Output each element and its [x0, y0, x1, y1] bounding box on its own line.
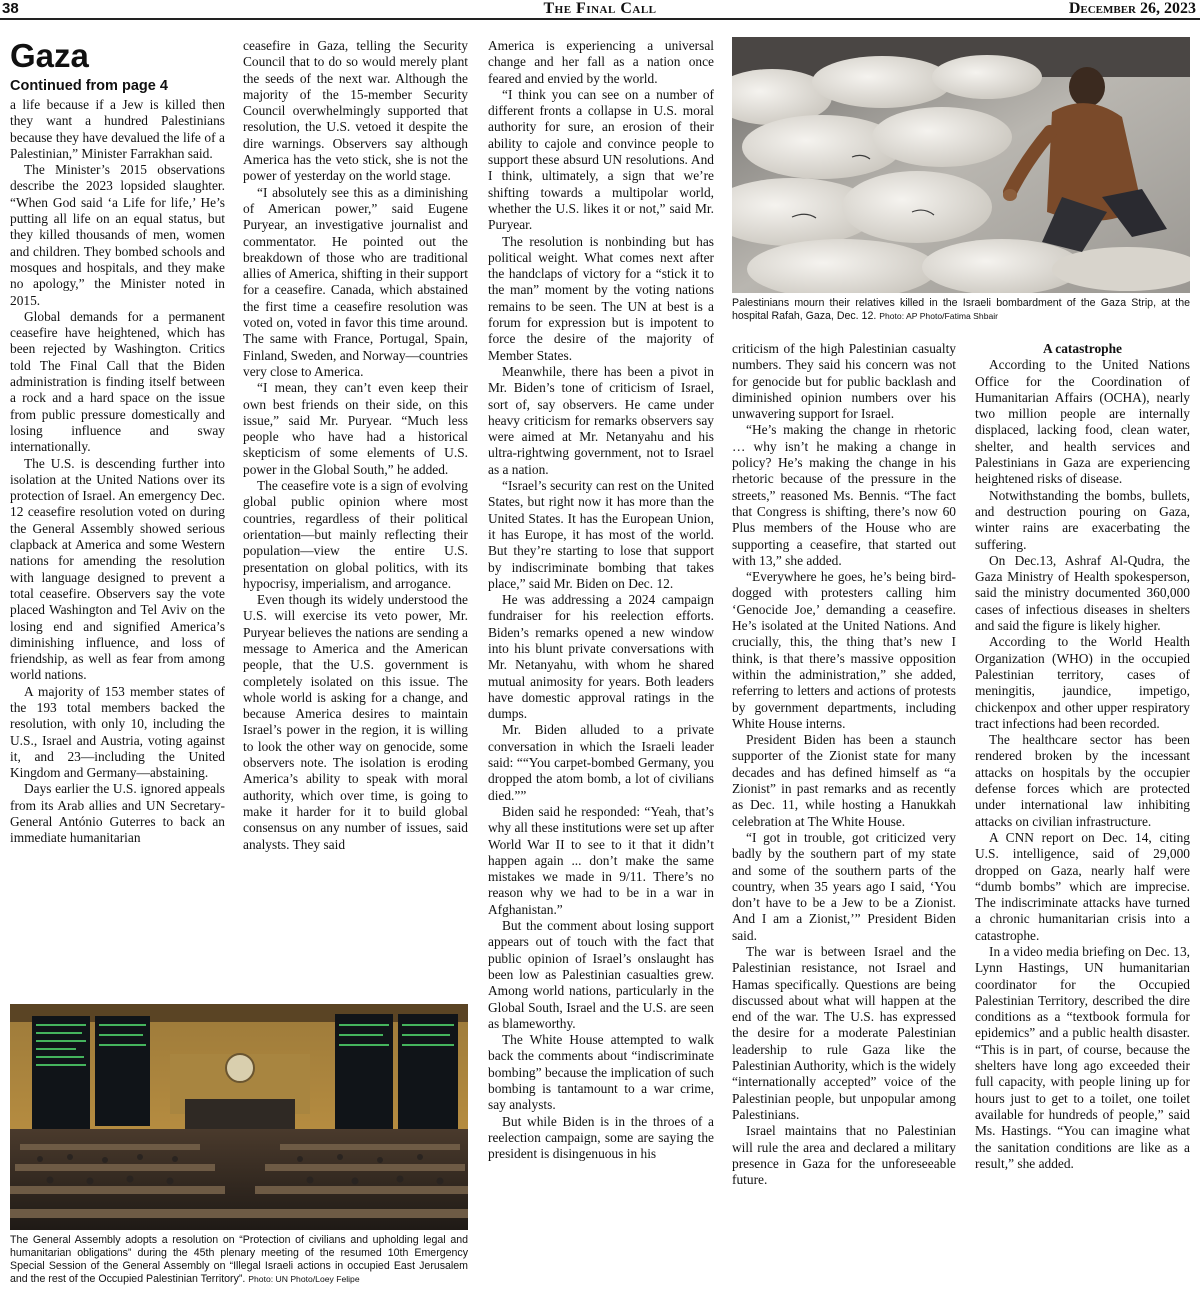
- page-number: 38: [2, 0, 19, 17]
- paragraph: The Minister’s 2015 observations describe the 2023 lopsided slaughter. “When God said ‘a Life for life,’ He’s putting all life on an equal status, but they killed thousands of men, women and children. They bombed schools and mosques and hospitals, and they make no apology,” the Minister noted in 2015.: [10, 162, 225, 308]
- column-4-body: [732, 341, 956, 1188]
- article-column-5: [975, 341, 1190, 1298]
- article-column-2: [243, 38, 468, 988]
- paragraph: “I mean, they can’t even keep their own best friends on their side, on this issue,” said Mr. Puryear. “Much less people who have had a historical skepticism of some elements of U.S. power in the Global South,” he added.: [243, 380, 468, 477]
- paragraph: President Biden has been a staunch supporter of the Zionist state for many decades and has defined himself as “a Zionist” in past remarks and as recently as Dec. 11, while hosting a Hanukkah celebration at The White House.: [732, 732, 956, 829]
- article-column-3: [488, 38, 714, 1298]
- column-5-body: [975, 357, 1190, 1172]
- column-3-body: [488, 38, 714, 1162]
- photo-credit: Photo: AP Photo/Fatima Shbair: [879, 311, 999, 321]
- paragraph: ceasefire in Gaza, telling the Security Council that to do so would merely plant the seeds of the next war. Although the majority of the 15-member Security Council overwhelmingly supported that resolution, the U.S. vetoed it despite the dire warnings. Observers say although America has the veto stick, she is not the power of yesterday on the world stage.: [243, 38, 468, 184]
- paragraph: Israel maintains that no Palestinian will rule the area and declared a military presence in Gaza for the unforeseeable future.: [732, 1123, 956, 1188]
- photo-mourners-caption: [732, 297, 1190, 323]
- caption-text: The General Assembly adopts a resolution on “Protection of civilians and upholding legal and humanitarian obligations” during the 45th plenary meeting of the resumed 10th Emergency Special Session of the General Assembly on “Illegal Israeli actions in occupied East Jerusalem and the rest of the Occupied Palestinian Territory”.: [10, 1234, 468, 1285]
- paragraph: Global demands for a permanent ceasefire have heightened, which has been rejected by Washington. Critics told The Final Call that the Biden administration is finding itself between a rock and a hard space on the issue from public pressure domestically and losing influence and sway internationally.: [10, 308, 225, 455]
- paragraph: “I think you can see on a number of different fronts a collapse in U.S. moral authority for sure, an erosion of their ability to cajole and convince people to support these absurd UN resolutions. And I think, ultimately, a sign that we’re shifting towards a multipolar world, whether the U.S. likes it or not,” said Mr. Puryear.: [488, 86, 714, 233]
- paragraph: “Everywhere he goes, he’s being bird-dogged with protesters calling him ‘Genocide Joe,’ demanding a ceasefire. He’s isolated at the United Nations. And crucially, this, the thing that’s new I think, is that there’s massive opposition within the administration,” she added, referring to letters and actions of protests by government departments, including White House interns.: [732, 569, 956, 731]
- article-column-4: [732, 341, 956, 1298]
- paragraph: Even though its widely understood the U.S. will exercise its veto power, Mr. Puryear believes the nations are sending a message to America and the American people, that the U.S. government is completely isolated on this issue. The whole world is asking for a change, and because America desires to maintain Israel’s power in the region, it is willing to look the other way on genocide, some observers note. The isolation is eroding America’s ability to speak with moral authority, which over time, is going to make it harder for it to build global consensus on any number of issues, said analysts. They said: [243, 592, 468, 852]
- photo-mourners-image: [732, 37, 1190, 293]
- continued-from: Continued from page 4: [10, 78, 168, 94]
- column-1-body: [10, 97, 225, 847]
- caption-text: Palestinians mourn their relatives killed in the Israeli bombardment of the Gaza Strip, at the hospital Rafah, Gaza, Dec. 12.: [732, 297, 1190, 322]
- paragraph: “He’s making the change in rhetoric … why isn’t he making a change in policy? He’s making the change in his rhetoric because of the pressure in the streets,” reasoned Ms. Bennis. “The fact that Congress is shifting, there’s now 60 Plus members of the House who are supporting a ceasefire, that started out with 13,” she added.: [732, 422, 956, 568]
- photo-general-assembly-caption: [10, 1234, 468, 1286]
- publication-name: The Final Call: [543, 0, 657, 17]
- issue-date: December 26, 2023: [1068, 0, 1196, 17]
- paragraph: A majority of 153 member states of the 193 total members backed the resolution, with only 10, including the U.S., Israel and Austria, voting against it, and 23—including the United Kingdom and Germany—abstaining.: [10, 683, 225, 781]
- paragraph: The healthcare sector has been rendered broken by the incessant attacks on hospitals by the occupier defense forces which are protected under international law inhibiting attacks on civilian infrastructure.: [975, 732, 1190, 829]
- paragraph: “I absolutely see this as a diminishing of American power,” said Eugene Puryear, an investigative journalist and commentator. He pointed out the breakdown of those who are traditional allies of America, shifting in their support for a ceasefire. Canada, which abstained the first time a ceasefire resolution was voted on, voted in favor this time around. The same with France, Portugal, Spain, Finland, Sweden, and Norway—countries very close to America.: [243, 184, 468, 379]
- paragraph: “I got in trouble, got criticized very badly by the southern part of my state and some of the southern parts of the country, when 35 years ago I said, ‘You don’t have to be a Jew to be a Zionist. And I am a Zionist,’” President Biden said.: [732, 829, 956, 943]
- paragraph: In a video media briefing on Dec. 13, Lynn Hastings, UN humanitarian coordinator for the Occupied Palestinian Territory, described the dire conditions as a “textbook formula for epidemics” and a public health disaster. “This is in part, of course, because the shelters have long ago exceeded their full capacity, with people lining up for hours just to get to a toilet, one toilet available for hundreds of people,” said Ms. Hastings. “You can imagine what the sanitation conditions are like as a result,” she added.: [975, 943, 1190, 1171]
- page-header: [0, 0, 1200, 20]
- paragraph: According to the World Health Organization (WHO) in the occupied Palestinian territory, cases of meningitis, jaundice, impetigo, chickenpox and other upper respiratory tract infections had been recorded.: [975, 634, 1190, 731]
- paragraph: But while Biden is in the throes of a reelection campaign, some are saying the president is disingenuous in his: [488, 1113, 714, 1162]
- paragraph: The U.S. is descending further into isolation at the United Nations over its protection of Israel. An emergency Dec. 12 ceasefire resolution voted on during the General Assembly showed serious clapback at America and some Western nations for amending the resolution with language designed to prevent a total ceasefire. Observers say the vote placed Washington and Tel Aviv on the losing end and signified America’s diminishing influence, and loss of friendship, as well as fear from among world nations.: [10, 455, 225, 683]
- paragraph: “Israel’s security can rest on the United States, but right now it has more than the United States. It has the European Union, it has Europe, it has most of the world. But they’re starting to lose that support by indiscriminate bombing that takes place,” said Mr. Biden on Dec. 12.: [488, 478, 714, 591]
- paragraph: On Dec.13, Ashraf Al-Qudra, the Gaza Ministry of Health spokesperson, said the ministry documented 360,000 cases of infectious diseases in shelters and said the figure is likely higher.: [975, 552, 1190, 634]
- headline: Gaza: [10, 38, 89, 74]
- paragraph: The White House attempted to walk back the comments about “indiscriminate bombing” because the implication of such bombing is tantamount to a war crime, say analysts.: [488, 1032, 714, 1113]
- paragraph: He was addressing a 2024 campaign fundraiser for his reelection efforts. Biden’s remarks opened a new window into his blunt private conversations with Mr. Netanyahu, with whom he shared mutual animosity for years. Both leaders have domestic approval ratings in the dumps.: [488, 592, 714, 722]
- photo-mourners: [732, 37, 1190, 293]
- paragraph: The ceasefire vote is a sign of evolving global public opinion where most countries, regardless of their political orientation—but mainly reflecting their population—view the entire U.S. presentation on global politics, with its hypocrisy, imperialism, and arrogance.: [243, 478, 468, 591]
- paragraph: A CNN report on Dec. 14, citing U.S. intelligence, said of 29,000 dropped on Gaza, nearly half were “dumb bombs” which are imprecise. The indiscriminate attacks have turned a chronic humanitarian crisis into a catastrophe.: [975, 829, 1190, 943]
- photo-general-assembly: [10, 1004, 468, 1230]
- paragraph: Meanwhile, there has been a pivot in Mr. Biden’s tone of criticism of Israel, sort of, say observers. He came under heavy criticism for remarks observers say were aimed at Mr. Netanyahu and his ultra-rightwing government, not to Israel as a nation.: [488, 363, 714, 477]
- photo-general-assembly-image: [10, 1004, 468, 1230]
- paragraph: a life because if a Jew is killed then they want a hundred Palestinians because they have devalued the life of a Palestinian,” Minister Farrakhan said.: [10, 97, 225, 161]
- paragraph: America is experiencing a universal change and her fall as a nation once feared and envied by the world.: [488, 38, 714, 86]
- article-column-1: [10, 38, 225, 988]
- paragraph: The resolution is nonbinding but has political weight. What comes next after the handclaps of victory for a “stick it to the man” moment by the voting nations remains to be seen. The UN at best is a forum for expression but is impotent to force the desire of the majority of Member States.: [488, 233, 714, 363]
- column-2-body: [243, 38, 468, 853]
- paragraph: Notwithstanding the bombs, bullets, and destruction pouring on Gaza, winter rains are exacerbating the suffering.: [975, 487, 1190, 552]
- paragraph: According to the United Nations Office for the Coordination of Humanitarian Affairs (OCHA), nearly two million people are internally displaced, lacking food, clean water, shelter, and health services and Palestinians in Gaza are experiencing heightened risks of disease.: [975, 357, 1190, 487]
- paragraph: The war is between Israel and the Palestinian resistance, not Israel and Hamas specifically. Questions are being discussed about what will happen at the end of the war. The U.S. has expressed the desire for a moderate Palestinian leadership to rule Gaza like the Palestinian Authority, which is the widely “internationally accepted” voice of the Palestinian people, but unpopular among Palestinians.: [732, 943, 956, 1122]
- paragraph: Mr. Biden alluded to a private conversation in which the Israeli leader said: ““You carpet-bombed Germany, you dropped the atom bomb, a lot of civilians died.””: [488, 722, 714, 803]
- paragraph: Biden said he responded: “Yeah, that’s why all these institutions were set up after World War II to see to it that it didn’t happen again ... don’t make the same mistakes we made in 9/11. There’s no reason why we had to be in a war in Afghanistan.”: [488, 803, 714, 917]
- subhead-catastrophe: A catastrophe: [1043, 341, 1122, 356]
- paragraph: criticism of the high Palestinian casualty numbers. They said his concern was not for genocide but for public backlash and diminished opinion numbers over his unwavering support for Israel.: [732, 341, 956, 422]
- paragraph: Days earlier the U.S. ignored appeals from its Arab allies and UN Secretary-General António Guterres to back an immediate humanitarian: [10, 781, 225, 846]
- photo-credit: Photo: UN Photo/Loey Felipe: [248, 1274, 360, 1284]
- paragraph: But the comment about losing support appears out of touch with the fact that public opinion of Israel’s onslaught has been low as Palestinian casualties grew. Among world nations, particularly in the Global South, Israel and the U.S. are seen as blameworthy.: [488, 918, 714, 1031]
